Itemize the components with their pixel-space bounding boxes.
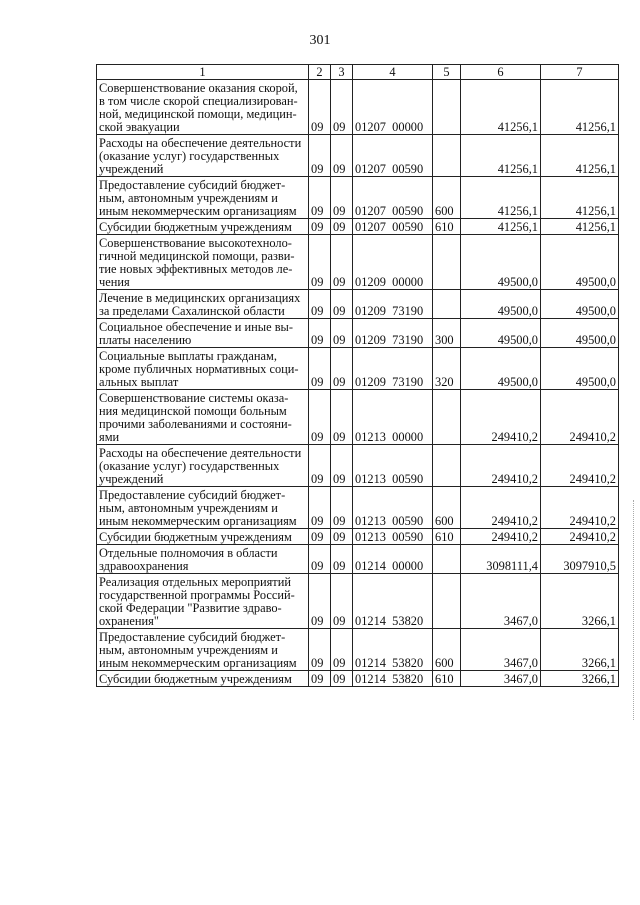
row-name-cell	[97, 135, 309, 177]
table-row	[97, 319, 619, 348]
expense-type-cell	[433, 445, 461, 487]
expense-type-cell	[433, 545, 461, 574]
section-code-cell: 09	[309, 487, 331, 529]
target-article-cell: 01213 00590	[353, 445, 433, 487]
amount-year2-cell: 249410,2	[541, 445, 619, 487]
row-name-line: учреждений	[99, 472, 164, 486]
scan-margin-marks	[629, 500, 634, 720]
section-code-cell: 09	[309, 545, 331, 574]
page-number: 301	[309, 33, 331, 48]
target-article-cell: 01207 00000	[353, 80, 433, 135]
section-code-cell: 09	[309, 235, 331, 290]
row-name-line: Совершенствование системы оказа-	[99, 391, 289, 405]
amount-year2-cell: 249410,2	[541, 390, 619, 445]
target-article-cell: 01207 00590	[353, 135, 433, 177]
column-header: 5	[433, 65, 461, 80]
amount-year2-cell: 49500,0	[541, 290, 619, 319]
target-article-cell: 01209 73190	[353, 348, 433, 390]
subsection-code-cell: 09	[331, 529, 353, 545]
amount-year1-cell: 49500,0	[461, 235, 541, 290]
expense-type-cell: 610	[433, 671, 461, 687]
row-name-line: учреждений	[99, 162, 164, 176]
expense-type-cell: 600	[433, 177, 461, 219]
subsection-code-cell: 09	[331, 219, 353, 235]
amount-year2-cell: 49500,0	[541, 348, 619, 390]
row-name-line: Субсидии бюджетным учреждениям	[99, 672, 292, 686]
row-name-cell	[97, 574, 309, 629]
row-name-line: Реализация отдельных мероприятий	[99, 575, 291, 589]
amount-year2-cell: 41256,1	[541, 219, 619, 235]
subsection-code-cell: 09	[331, 671, 353, 687]
section-code-cell: 09	[309, 177, 331, 219]
column-header: 6	[461, 65, 541, 80]
row-name-line: иным некоммерческим организациям	[99, 204, 297, 218]
amount-year1-cell: 41256,1	[461, 177, 541, 219]
amount-year2-cell: 3266,1	[541, 574, 619, 629]
expense-type-cell	[433, 135, 461, 177]
amount-year1-cell: 249410,2	[461, 529, 541, 545]
row-name-line: тие новых эффективных методов ле-	[99, 262, 293, 276]
target-article-cell: 01214 53820	[353, 671, 433, 687]
subsection-code-cell: 09	[331, 135, 353, 177]
section-code-cell: 09	[309, 529, 331, 545]
amount-year1-cell: 41256,1	[461, 219, 541, 235]
row-name-line: ным, автономным учреждениям и	[99, 191, 278, 205]
row-name-cell	[97, 80, 309, 135]
section-code-cell: 09	[309, 135, 331, 177]
table-row	[97, 574, 619, 629]
table-row	[97, 348, 619, 390]
target-article-cell: 01214 53820	[353, 574, 433, 629]
row-name-cell	[97, 235, 309, 290]
table-row	[97, 445, 619, 487]
row-name-line: Субсидии бюджетным учреждениям	[99, 220, 292, 234]
row-name-line: ным, автономным учреждениям и	[99, 501, 278, 515]
row-name-cell	[97, 348, 309, 390]
amount-year2-cell: 49500,0	[541, 319, 619, 348]
section-code-cell: 09	[309, 671, 331, 687]
row-name-line: ями	[99, 430, 120, 444]
expense-type-cell	[433, 390, 461, 445]
expense-type-cell	[433, 574, 461, 629]
target-article-cell: 01209 73190	[353, 319, 433, 348]
subsection-code-cell: 09	[331, 574, 353, 629]
subsection-code-cell: 09	[331, 290, 353, 319]
expense-type-cell: 600	[433, 487, 461, 529]
amount-year2-cell: 41256,1	[541, 80, 619, 135]
subsection-code-cell: 09	[331, 487, 353, 529]
section-code-cell: 09	[309, 319, 331, 348]
row-name-cell	[97, 529, 309, 545]
subsection-code-cell: 09	[331, 177, 353, 219]
row-name-line: платы населению	[99, 333, 192, 347]
table-row	[97, 629, 619, 671]
table-row	[97, 219, 619, 235]
expense-type-cell: 320	[433, 348, 461, 390]
section-code-cell: 09	[309, 629, 331, 671]
row-name-line: ской эвакуации	[99, 120, 180, 134]
table-row	[97, 671, 619, 687]
row-name-cell	[97, 219, 309, 235]
row-name-cell	[97, 445, 309, 487]
table-row	[97, 487, 619, 529]
amount-year1-cell: 49500,0	[461, 319, 541, 348]
section-code-cell: 09	[309, 80, 331, 135]
expense-type-cell: 610	[433, 529, 461, 545]
amount-year2-cell: 3097910,5	[541, 545, 619, 574]
table-header-row	[97, 65, 619, 80]
row-name-line: альных выплат	[99, 375, 179, 389]
expense-type-cell	[433, 290, 461, 319]
row-name-line: (оказание услуг) государственных	[99, 459, 280, 473]
section-code-cell: 09	[309, 348, 331, 390]
row-name-line: Расходы на обеспечение деятельности	[99, 446, 302, 460]
amount-year2-cell: 41256,1	[541, 135, 619, 177]
column-header: 4	[353, 65, 433, 80]
row-name-cell	[97, 629, 309, 671]
target-article-cell: 01214 00000	[353, 545, 433, 574]
table-row	[97, 545, 619, 574]
amount-year1-cell: 3467,0	[461, 574, 541, 629]
table-row	[97, 135, 619, 177]
table-row	[97, 80, 619, 135]
row-name-cell	[97, 390, 309, 445]
subsection-code-cell: 09	[331, 80, 353, 135]
subsection-code-cell: 09	[331, 319, 353, 348]
section-code-cell: 09	[309, 574, 331, 629]
table-row	[97, 390, 619, 445]
row-name-line: ной, медицинской помощи, медицин-	[99, 107, 297, 121]
amount-year1-cell: 49500,0	[461, 348, 541, 390]
amount-year2-cell: 49500,0	[541, 235, 619, 290]
target-article-cell: 01207 00590	[353, 219, 433, 235]
row-name-line: в том числе скорой специализирован-	[99, 94, 298, 108]
row-name-line: ской Федерации "Развитие здраво-	[99, 601, 282, 615]
table-row	[97, 529, 619, 545]
row-name-line: охранения"	[99, 614, 159, 628]
row-name-cell	[97, 545, 309, 574]
subsection-code-cell: 09	[331, 445, 353, 487]
row-name-line: Отдельные полномочия в области	[99, 546, 278, 560]
target-article-cell: 01209 00000	[353, 235, 433, 290]
amount-year1-cell: 41256,1	[461, 80, 541, 135]
expense-type-cell	[433, 80, 461, 135]
row-name-line: ным, автономным учреждениям и	[99, 643, 278, 657]
row-name-line: Совершенствование оказания скорой,	[99, 81, 298, 95]
row-name-line: Расходы на обеспечение деятельности	[99, 136, 302, 150]
expense-type-cell: 600	[433, 629, 461, 671]
subsection-code-cell: 09	[331, 629, 353, 671]
target-article-cell: 01213 00590	[353, 487, 433, 529]
subsection-code-cell: 09	[331, 390, 353, 445]
row-name-line: иным некоммерческим организациям	[99, 656, 297, 670]
row-name-line: Совершенствование высокотехноло-	[99, 236, 292, 250]
column-header: 1	[97, 65, 309, 80]
amount-year1-cell: 41256,1	[461, 135, 541, 177]
row-name-cell	[97, 319, 309, 348]
row-name-line: ния медицинской помощи больным	[99, 404, 287, 418]
row-name-line: Предоставление субсидий бюджет-	[99, 630, 286, 644]
row-name-cell	[97, 177, 309, 219]
table-row	[97, 235, 619, 290]
target-article-cell: 01214 53820	[353, 629, 433, 671]
target-article-cell: 01213 00590	[353, 529, 433, 545]
amount-year1-cell: 49500,0	[461, 290, 541, 319]
table-row	[97, 290, 619, 319]
column-header: 7	[541, 65, 619, 80]
row-name-line: чения	[99, 275, 130, 289]
amount-year1-cell: 3467,0	[461, 671, 541, 687]
column-header: 2	[309, 65, 331, 80]
column-header: 3	[331, 65, 353, 80]
target-article-cell: 01209 73190	[353, 290, 433, 319]
expense-type-cell: 300	[433, 319, 461, 348]
row-name-line: прочими заболеваниями и состояни-	[99, 417, 292, 431]
subsection-code-cell: 09	[331, 348, 353, 390]
row-name-line: Лечение в медицинских организациях	[99, 291, 301, 305]
budget-table	[96, 64, 619, 687]
section-code-cell: 09	[309, 390, 331, 445]
target-article-cell: 01207 00590	[353, 177, 433, 219]
expense-type-cell	[433, 235, 461, 290]
row-name-line: кроме публичных нормативных соци-	[99, 362, 299, 376]
amount-year1-cell: 249410,2	[461, 390, 541, 445]
section-code-cell: 09	[309, 219, 331, 235]
table-row	[97, 177, 619, 219]
section-code-cell: 09	[309, 290, 331, 319]
row-name-line: (оказание услуг) государственных	[99, 149, 280, 163]
amount-year1-cell: 3467,0	[461, 629, 541, 671]
row-name-line: Предоставление субсидий бюджет-	[99, 488, 286, 502]
amount-year1-cell: 249410,2	[461, 445, 541, 487]
row-name-cell	[97, 487, 309, 529]
amount-year1-cell: 3098111,4	[461, 545, 541, 574]
row-name-line: Предоставление субсидий бюджет-	[99, 178, 286, 192]
expense-type-cell: 610	[433, 219, 461, 235]
row-name-line: Социальные выплаты гражданам,	[99, 349, 277, 363]
amount-year2-cell: 3266,1	[541, 671, 619, 687]
row-name-line: здравоохранения	[99, 559, 189, 573]
row-name-line: гичной медицинской помощи, разви-	[99, 249, 295, 263]
amount-year2-cell: 41256,1	[541, 177, 619, 219]
row-name-line: Социальное обеспечение и иные вы-	[99, 320, 294, 334]
row-name-line: за пределами Сахалинской области	[99, 304, 285, 318]
amount-year2-cell: 249410,2	[541, 487, 619, 529]
amount-year2-cell: 3266,1	[541, 629, 619, 671]
row-name-line: иным некоммерческим организациям	[99, 514, 297, 528]
subsection-code-cell: 09	[331, 235, 353, 290]
subsection-code-cell: 09	[331, 545, 353, 574]
row-name-cell	[97, 290, 309, 319]
target-article-cell: 01213 00000	[353, 390, 433, 445]
section-code-cell: 09	[309, 445, 331, 487]
row-name-line: государственной программы Россий-	[99, 588, 295, 602]
row-name-line: Субсидии бюджетным учреждениям	[99, 530, 292, 544]
row-name-cell	[97, 671, 309, 687]
amount-year1-cell: 249410,2	[461, 487, 541, 529]
amount-year2-cell: 249410,2	[541, 529, 619, 545]
